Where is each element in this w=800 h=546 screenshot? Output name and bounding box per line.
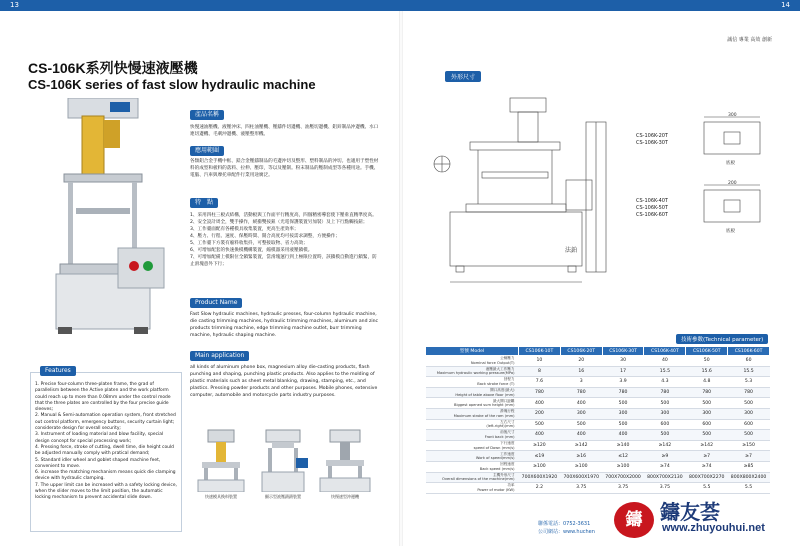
dimension-drawing xyxy=(430,92,620,292)
features-cn-item: 3、工作臺面配有各種模具收集裝置，更高生產效率； xyxy=(190,227,299,232)
main-application-text: all kinds of aluminum phone box, magnesium alloy die-casting products, flash punching and shaping, punching plastic products. Also applies to the molding of plastic materials such as sheet metal blanking, drawing, stamping, etc., and plastics. Pressing powder products and other purposes. Mobile phones, extensive computer, automobile and motorcycle parts industry purposes. xyxy=(190,365,378,398)
param-value: 400 xyxy=(560,398,602,409)
param-name xyxy=(426,356,519,367)
param-value: ≥7 xyxy=(728,451,770,462)
param-name-cn: 前後尺寸 xyxy=(500,430,515,435)
param-name-en: Work of speed(mm/s) xyxy=(475,456,515,461)
table-row xyxy=(426,472,770,483)
param-value: 5.5 xyxy=(686,483,728,494)
param-name-cn: 公稱壓力 xyxy=(500,356,515,361)
brand-label: 法鉑 xyxy=(565,247,578,254)
param-name xyxy=(426,377,519,388)
param-value: 60 xyxy=(728,356,770,367)
param-value: 600 xyxy=(644,419,686,430)
param-value: ≥100 xyxy=(560,461,602,472)
table-header: 型號 Model xyxy=(426,347,519,356)
param-name xyxy=(426,440,519,451)
param-value: 16 xyxy=(560,366,602,377)
param-name xyxy=(426,408,519,419)
param-value: 3.75 xyxy=(644,483,686,494)
page-number-left: 13 xyxy=(10,1,19,9)
param-value: 4.8 xyxy=(686,377,728,388)
dim-value: 300 xyxy=(728,113,737,118)
param-value: 7.6 xyxy=(519,377,561,388)
param-value: 780 xyxy=(519,387,561,398)
param-name-en: Maximum hydraulic working pressure(MPa) xyxy=(436,371,515,376)
param-value: 2.2 xyxy=(519,483,561,494)
param-value: 780 xyxy=(728,387,770,398)
dimension-label: 外形尺寸 xyxy=(445,71,481,82)
table-row xyxy=(426,387,770,398)
table-header: CS106K-20T xyxy=(560,347,602,356)
param-name-en: Biggest opened sum height (mm) xyxy=(454,403,515,408)
features-en-item: 2. Manual & Semi-automation operation system, front stretched out control platform, emergency buttons, security curtain light; considerate design for overall security; xyxy=(35,413,176,432)
table-row xyxy=(426,483,770,494)
param-value: ≥100 xyxy=(602,461,644,472)
features-en-item: 3. Instrument of loading material and blow facility, special design concept for special processing work; xyxy=(35,432,164,444)
model-name: CS-106K-40T xyxy=(636,198,668,204)
param-name-cn: 開口高度(最大) xyxy=(490,387,515,392)
param-name-en: (left-right)(mm) xyxy=(486,424,515,429)
param-value: 15.5 xyxy=(644,366,686,377)
table-row xyxy=(426,419,770,430)
model-name: CS-106K-60T xyxy=(636,212,668,218)
param-value: 500 xyxy=(519,419,561,430)
param-value: ≥100 xyxy=(519,461,561,472)
model-name: CS-106K-50T xyxy=(636,205,668,211)
param-value: ≥150 xyxy=(728,440,770,451)
param-name xyxy=(426,430,519,441)
watermark-logo: 鑄 xyxy=(614,502,654,538)
param-value: 3.75 xyxy=(560,483,602,494)
features-en-item: 6. increase the matching mechanism means quick die clamping device with hydraulic clamping. xyxy=(35,470,176,482)
param-name-cn: 最大開口距離 xyxy=(492,398,515,403)
table-header-row xyxy=(426,347,770,356)
title-en: CS-106K series of fast slow hydraulic machine xyxy=(28,77,316,92)
param-name-cn: 主機外形尺寸 xyxy=(492,472,515,477)
param-name-cn: 工作速度 xyxy=(500,451,515,456)
param-value: 500 xyxy=(728,398,770,409)
contact-phone: 聯係電話：0752-3631 xyxy=(538,521,591,527)
machine-photo xyxy=(48,98,168,334)
param-value: ≥9 xyxy=(644,451,686,462)
param-value: ≥74 xyxy=(686,461,728,472)
param-value: 700X600X1970 xyxy=(560,472,602,483)
app-photo-hydraulic-lock xyxy=(256,428,310,492)
param-name-cn: 回程速度 xyxy=(500,462,515,467)
param-name xyxy=(426,366,519,377)
table-header: CS106K-40T xyxy=(644,347,686,356)
contact-web: 公司網站：www.huchen xyxy=(538,529,595,535)
features-en-item: 7. The upper limit can be increased with a safety locking device, when the slider moves to the limit position, the automatic locking mechanism to prevent accidental slide down. xyxy=(35,482,177,501)
param-value: ≤19 xyxy=(519,451,561,462)
table-header: CS106K-60T xyxy=(728,347,770,356)
param-value: 500 xyxy=(644,430,686,441)
base-plate-plan-a xyxy=(700,112,764,156)
table-row xyxy=(426,366,770,377)
param-value: ≥142 xyxy=(560,440,602,451)
top-bar xyxy=(0,0,800,11)
param-value: 500 xyxy=(686,398,728,409)
param-value: 700X700X2000 xyxy=(602,472,644,483)
model-name: CS-106K-20T xyxy=(636,133,668,139)
app-caption: 顯示型液壓鎖鎖裝置 xyxy=(265,494,301,499)
param-value: 5.3 xyxy=(728,377,770,388)
table-row xyxy=(426,356,770,367)
main-application-label: Main application xyxy=(190,351,249,361)
param-name xyxy=(426,461,519,472)
dim-value: 200 xyxy=(728,181,737,186)
param-value: 600 xyxy=(686,419,728,430)
param-name-en: Front back (mm) xyxy=(484,434,515,439)
param-name xyxy=(426,419,519,430)
app-caption: 快速模具換料裝置 xyxy=(205,494,237,499)
page-number-right: 14 xyxy=(781,1,790,9)
features-en-list xyxy=(35,382,177,502)
param-value: 400 xyxy=(602,430,644,441)
features-cn-label: 特 點 xyxy=(190,198,218,208)
param-value: 5.5 xyxy=(728,483,770,494)
param-name-en: Back stroke force (T) xyxy=(477,381,515,386)
param-value: 780 xyxy=(602,387,644,398)
features-en-item: 4. Pressing force, stroke of cutting, dwell time, die height could be adjusted manually comply with pratical demand; xyxy=(35,444,174,457)
product-name-cn-label: 產品名稱 xyxy=(190,110,224,120)
app-photo-trimming-machine xyxy=(318,428,372,492)
table-row xyxy=(426,398,770,409)
product-name-en-label: Product Name xyxy=(190,298,242,308)
models-group-b xyxy=(636,198,668,219)
param-name-cn: 滑塊行程 xyxy=(500,409,515,414)
plan-caption: 底板 xyxy=(726,161,735,166)
features-en-box xyxy=(30,372,182,532)
features-cn-item: 2、安全設計周全，雙手操作，緩衝雙按鈕（光電保護裝置另加裝）及上下行點觸按鈕； xyxy=(190,220,368,225)
features-cn-item: 1、采用四柱三板式結構，活動板與工作面平行精度高，四個精密導套使下壓垂直精準度高。 xyxy=(190,213,377,218)
application-cn-text: 各類鋁合金手機中框、鎂合金壓鑄制品的毛邊沖切及整形、塑料制品的沖切。也適用于塑性材料的成型和板料的落料、拉伸、壓印，等以及壓制。粉末制品的壓制成型等各種用途。手機、電腦、汽車與摩托車配件行業用途廣泛。 xyxy=(190,159,379,178)
param-value: 15.5 xyxy=(728,366,770,377)
param-name xyxy=(426,387,519,398)
param-value: 780 xyxy=(560,387,602,398)
param-name-en: Height of table above floor (mm) xyxy=(455,392,515,397)
base-plate-plan-b xyxy=(700,180,764,224)
product-name-en-text: Fast Slow hydraulic machines, hydraulic presses, four-column hydraulic machine, die casting trimming machines, hydraulic trimming machines, aluminum and zinc products trimming machine, edge trimming machine outlet, burr trimming machine, hydraulic shaping machine. xyxy=(190,312,379,338)
param-name-cn: 回程力 xyxy=(503,377,515,382)
table-header: CS106K-10T xyxy=(519,347,561,356)
param-value: 400 xyxy=(560,430,602,441)
param-value: 20 xyxy=(560,356,602,367)
app-caption: 快慢速型沖邊機 xyxy=(331,494,359,499)
watermark-url: www.zhuyouhui.net xyxy=(662,522,765,534)
param-value: 500 xyxy=(602,398,644,409)
param-name xyxy=(426,451,519,462)
application-cn-label: 應用範圍 xyxy=(190,146,224,156)
param-value: 200 xyxy=(519,408,561,419)
param-value: 40 xyxy=(644,356,686,367)
param-value: 500 xyxy=(644,398,686,409)
param-value: ≥74 xyxy=(644,461,686,472)
param-value: 17 xyxy=(602,366,644,377)
param-value: 300 xyxy=(602,408,644,419)
param-name-cn: 功率 xyxy=(507,483,515,488)
param-value: 800X700X2130 xyxy=(644,472,686,483)
param-name-en: speed of Down (mm/s) xyxy=(473,445,515,450)
table-header: CS106K-30T xyxy=(602,347,644,356)
param-value: 500 xyxy=(686,430,728,441)
param-name-en: Nominal force Output(T) xyxy=(470,360,515,365)
param-value: 800X800X2400 xyxy=(728,472,770,483)
app-photo-die-change xyxy=(194,428,248,492)
features-cn-list xyxy=(190,212,380,268)
table-row xyxy=(426,430,770,441)
features-en-item: 5. Standard idler wheel and goblet shaped machine feet, convenient to move. xyxy=(35,457,161,469)
features-en-label: Features xyxy=(40,366,76,376)
table-header: CS106K-50T xyxy=(686,347,728,356)
table-row xyxy=(426,440,770,451)
param-value: 30 xyxy=(602,356,644,367)
param-value: 300 xyxy=(560,408,602,419)
models-group-a xyxy=(636,133,668,147)
param-value: ≥142 xyxy=(644,440,686,451)
param-value: 400 xyxy=(519,398,561,409)
contact-info xyxy=(538,520,595,536)
param-value: 780 xyxy=(644,387,686,398)
param-value: ≥142 xyxy=(686,440,728,451)
param-name-cn: 下行速度 xyxy=(500,440,515,445)
slogan: 誠信 專業 高效 創新 xyxy=(727,37,772,43)
param-value: 300 xyxy=(644,408,686,419)
param-value: 700X600X1920 xyxy=(519,472,561,483)
param-value: 500 xyxy=(602,419,644,430)
param-value: 800X700X2270 xyxy=(686,472,728,483)
params-table xyxy=(425,346,770,494)
param-value: ≥120 xyxy=(519,440,561,451)
param-value: 3.75 xyxy=(602,483,644,494)
param-name-cn: 液壓最大工作壓力 xyxy=(485,366,515,371)
param-name xyxy=(426,398,519,409)
page-fold xyxy=(399,11,403,546)
param-value: ≤12 xyxy=(602,451,644,462)
param-name-en: Overall dimensions of the machine(mm) xyxy=(441,477,515,482)
param-name-en: Power of motor (KW) xyxy=(477,487,515,492)
param-value: 300 xyxy=(686,408,728,419)
features-cn-item: 5、工作臺下方裝有廢料收集抖，可整接取物、省力高效； xyxy=(190,241,308,246)
param-name-en: Back speed (mm/s) xyxy=(479,466,515,471)
param-value: ≥140 xyxy=(602,440,644,451)
param-value: ≥7 xyxy=(686,451,728,462)
param-value: 500 xyxy=(728,430,770,441)
param-value: 50 xyxy=(686,356,728,367)
table-row xyxy=(426,408,770,419)
table-row xyxy=(426,451,770,462)
param-value: 500 xyxy=(560,419,602,430)
param-name xyxy=(426,483,519,494)
table-row xyxy=(426,461,770,472)
param-value: 10 xyxy=(519,356,561,367)
param-value: 780 xyxy=(686,387,728,398)
product-name-cn-text: 快慢速油壓機、液壓沖床、四柱油壓機、壓鑄件切邊機、油壓切邊機、鋁鋅制品沖邊機、水口連切邊機、毛刺沖邊機、液壓整形機。 xyxy=(190,125,379,137)
param-name-cn: 左右尺寸 xyxy=(500,419,515,424)
params-table-body xyxy=(426,356,770,494)
param-value: 3 xyxy=(560,377,602,388)
param-value: 600 xyxy=(728,419,770,430)
param-value: 8 xyxy=(519,366,561,377)
param-value: 15.6 xyxy=(686,366,728,377)
param-value: 300 xyxy=(728,408,770,419)
watermark-name: 鑄友荟 xyxy=(660,500,720,524)
model-name: CS-106K-30T xyxy=(636,140,668,146)
plan-caption: 底板 xyxy=(726,229,735,234)
table-row xyxy=(426,377,770,388)
param-name-en: Maximum stroke of the ram (mm) xyxy=(453,413,515,418)
features-cn-item: 7、可增加配備上模限位全鎖緊裝置，當滑塊運行到上極限位置時，該鎖模自動進行鎖緊，防止滑塊意外下行； xyxy=(190,255,377,267)
param-value: ≥85 xyxy=(728,461,770,472)
param-name xyxy=(426,472,519,483)
param-value: 4.3 xyxy=(644,377,686,388)
features-cn-item: 4、壓力、行程、速度、保壓時間、開合高度均可按需求調整，方便操作； xyxy=(190,234,340,239)
param-value: ≥16 xyxy=(560,451,602,462)
features-en-item: 1. Precise four-column three-platen frame, the grad of parallelism between the Active platen and the work platform could reach up to more than 0.08mm under the control mode that the three plates are controlled by the four precise guide sleeves; xyxy=(35,382,171,413)
param-value: 400 xyxy=(519,430,561,441)
features-cn-item: 6、可增加配套的快速換模機構裝置，縮模器采用液壓鎖模。 xyxy=(190,248,313,253)
title-cn: CS-106K系列快慢速液壓機 xyxy=(28,60,198,76)
params-label: 技術參數(Technical parameter) xyxy=(676,334,768,344)
param-value: 3.9 xyxy=(602,377,644,388)
